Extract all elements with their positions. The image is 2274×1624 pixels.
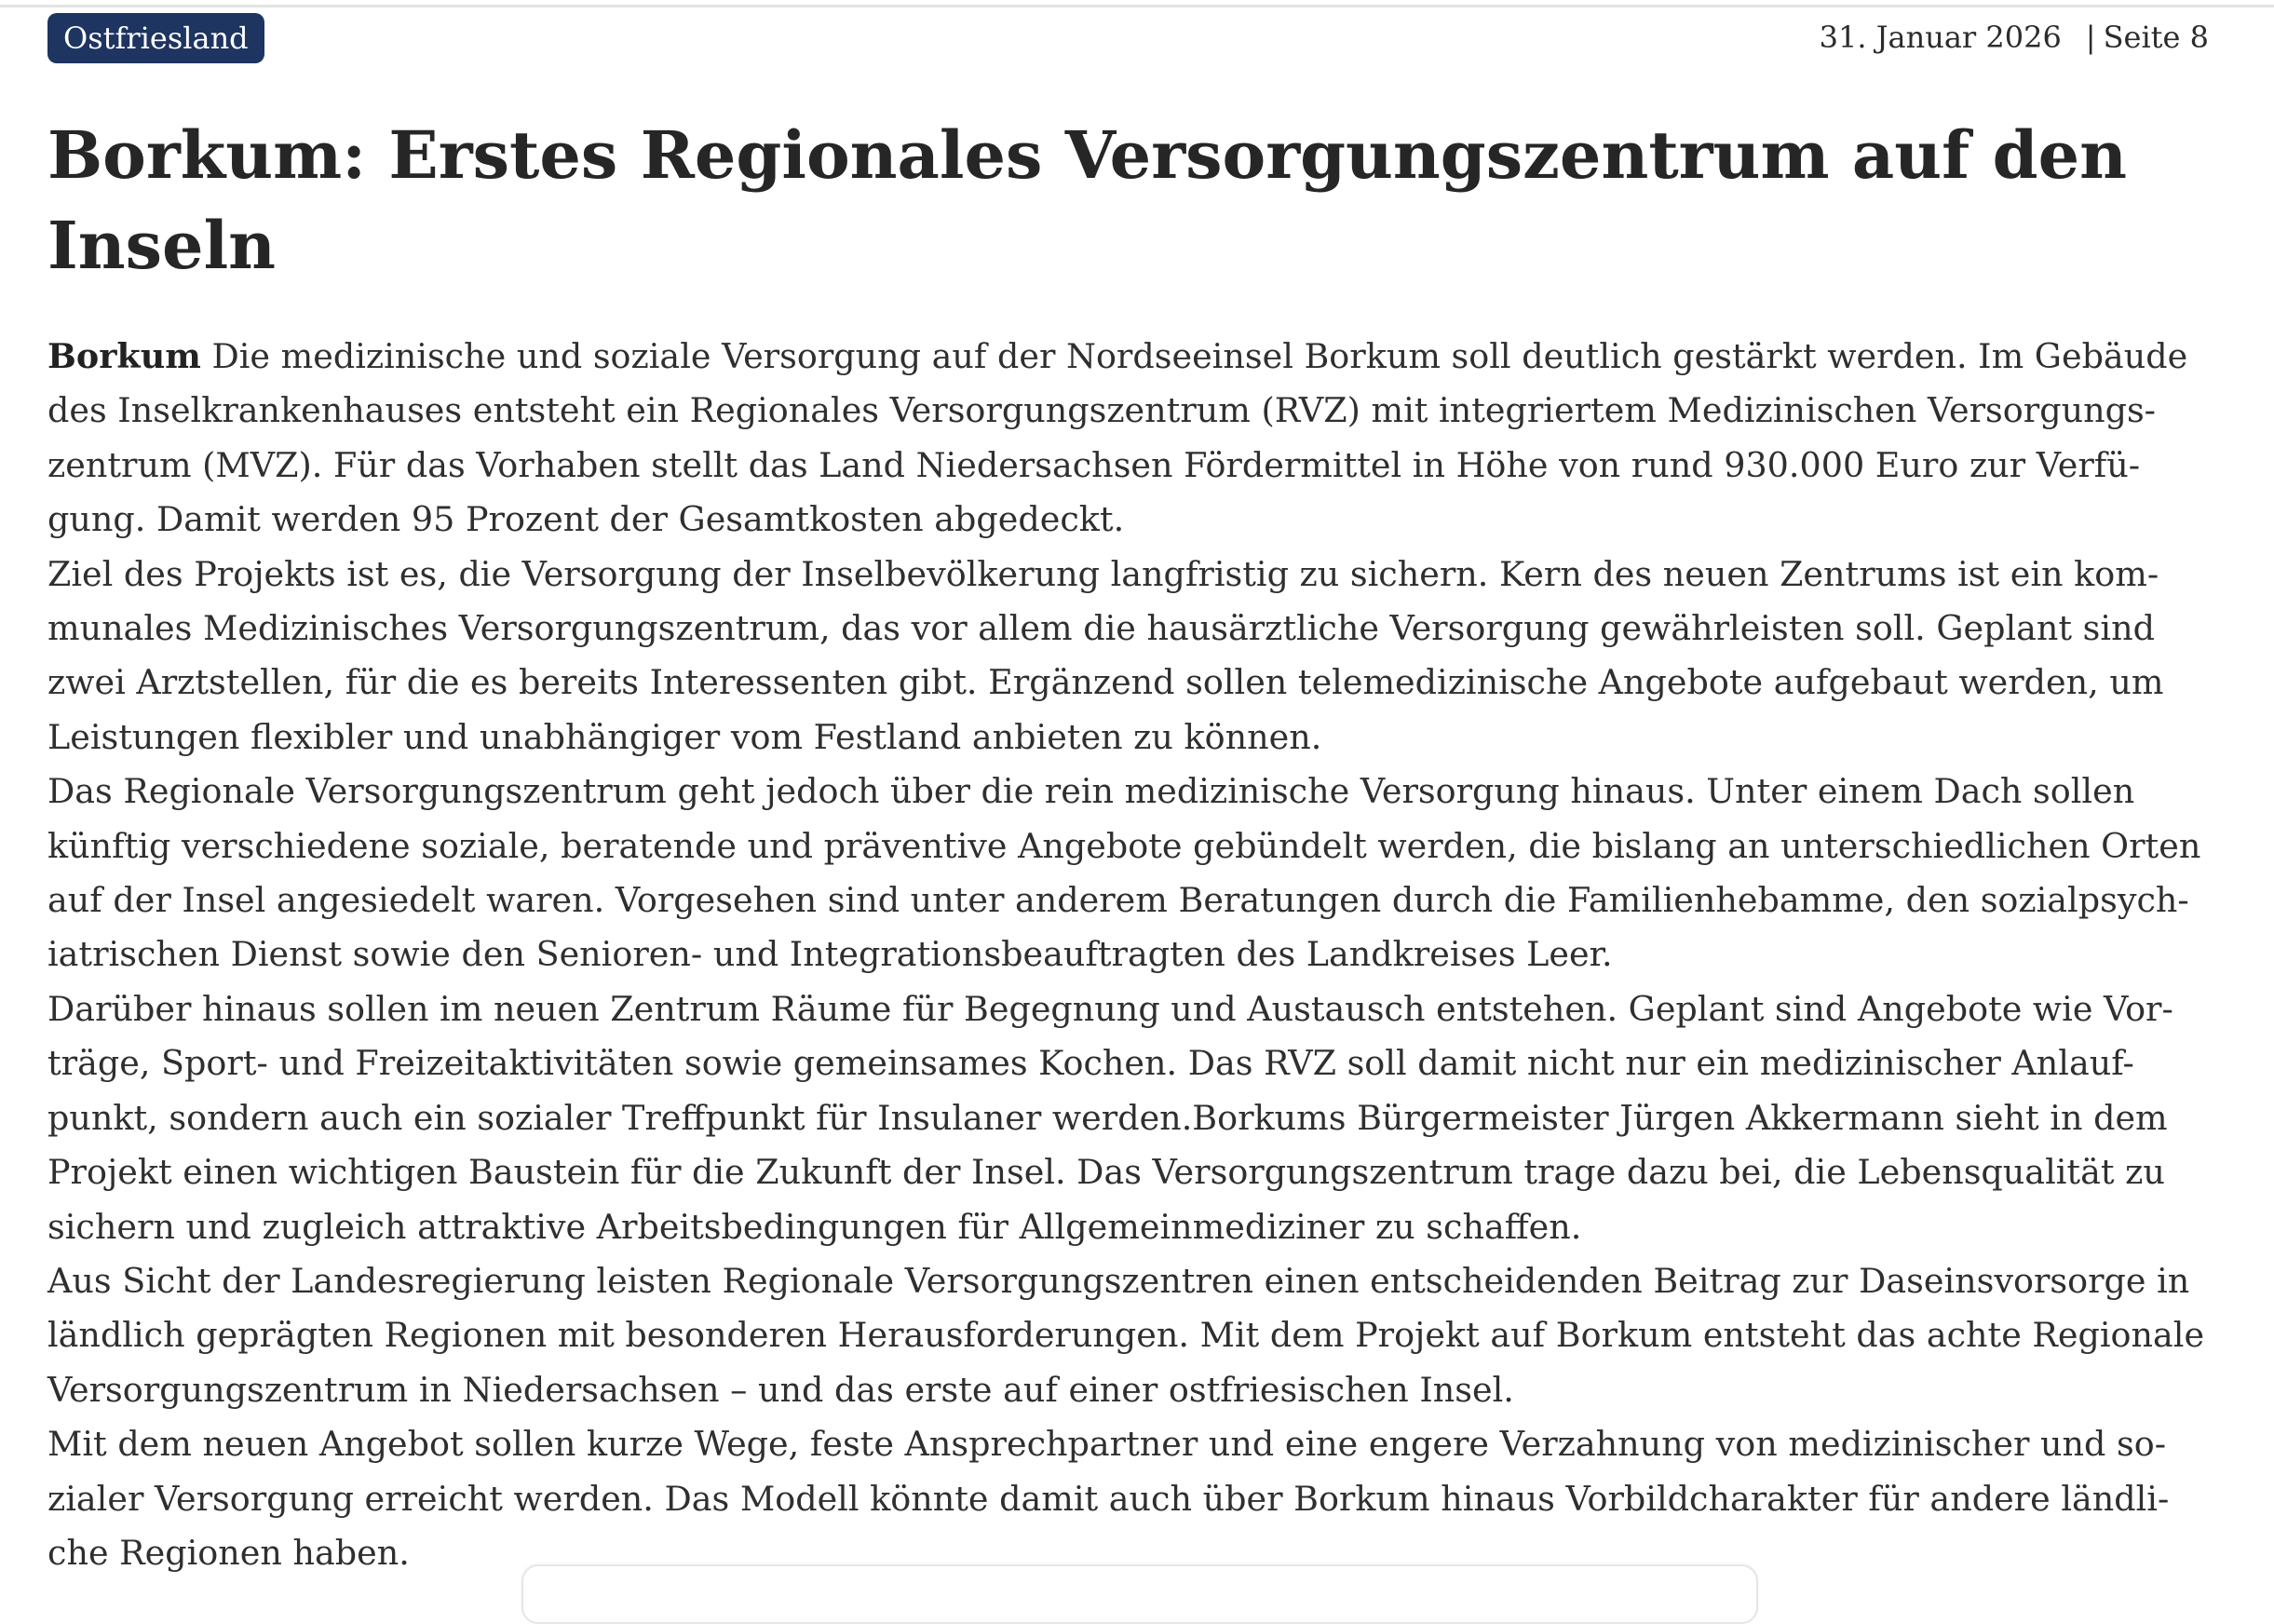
body-line: zentrum (MVZ). Für das Vorhaben stellt das Land Niedersachsen Fördermittel in Höhe von rund 930.000 Euro zur Verfü- bbox=[47, 444, 2141, 485]
body-line: Leistungen flexibler und unabhängiger vom Festland anbieten zu können. bbox=[47, 716, 1322, 757]
title-line: Borkum: Erstes Regionales Versorgungszentrum auf den bbox=[47, 116, 2127, 194]
body-line: gung. Damit werden 95 Prozent der Gesamtkosten abgedeckt. bbox=[47, 499, 1125, 540]
dateline: Borkum bbox=[47, 336, 201, 376]
body-line: Ziel des Projekts ist es, die Versorgung der Inselbevölkerung langfristig zu sichern. Kern des neuen Zentrums ist ein kom- bbox=[47, 553, 2159, 594]
body-line: träge, Sport- und Freizeitaktivitäten sowie gemeinsames Kochen. Das RVZ soll damit nicht nur ein medizinischer Anlauf- bbox=[47, 1043, 2134, 1084]
body-line: Versorgungszentrum in Niedersachsen – und das erste auf einer ostfriesischen Insel. bbox=[47, 1369, 1514, 1410]
body-line: künftig verschiedene soziale, beratende und präventive Angebote gebündelt werden, die bislang an unterschiedlichen Orten bbox=[47, 825, 2201, 866]
body-line bbox=[47, 330, 2204, 384]
body-line: Projekt einen wichtigen Baustein für die Zukunft der Insel. Das Versorgungszentrum trage dazu bei, die Lebensqualität zu bbox=[47, 1152, 2165, 1193]
body-line: ländlich geprägten Regionen mit besonderen Herausforderungen. Mit dem Projekt auf Borkum entsteht das achte Regionale bbox=[47, 1315, 2205, 1356]
body-line: des Inselkrankenhauses entsteht ein Regionales Versorgungszentrum (RVZ) mit integriertem Medizinischen Versorgungs- bbox=[47, 390, 2157, 431]
top-divider bbox=[0, 5, 2274, 7]
issue-meta bbox=[1820, 17, 2209, 58]
issue-date: 31. Januar 2026 bbox=[1819, 20, 2062, 55]
body-line: che Regionen haben. bbox=[47, 1532, 410, 1573]
article-body bbox=[47, 330, 2204, 1580]
title-line: Inseln bbox=[47, 207, 277, 284]
body-line: zwei Arztstellen, für die es bereits Interessenten gibt. Ergänzend sollen telemedizinische Angebote aufgebaut werden, um bbox=[47, 662, 2164, 703]
body-line: sichern und zugleich attraktive Arbeitsbedingungen für Allgemeinmediziner zu schaffen. bbox=[47, 1206, 1582, 1247]
body-line: munales Medizinisches Versorgungszentrum, das vor allem die hausärztliche Versorgung gewährleisten soll. Geplant sind bbox=[47, 608, 2155, 649]
body-line: punkt, sondern auch ein sozialer Treffpunkt für Insulaner werden.Borkums Bürgermeister Jürgen Akkermann sieht in dem bbox=[47, 1097, 2168, 1138]
body-line-text: Die medizinische und soziale Versorgung auf der Nordseeinsel Borkum soll deutlich gestärkt werden. Im Gebäude bbox=[200, 336, 2188, 376]
body-line: iatrischen Dienst sowie den Senioren- und Integrationsbeauftragten des Landkreises Leer. bbox=[47, 934, 1613, 975]
meta-separator: | bbox=[2085, 20, 2096, 55]
body-line: zialer Versorgung erreicht werden. Das Modell könnte damit auch über Borkum hinaus Vorbildcharakter für andere ländli- bbox=[47, 1478, 2170, 1519]
bottom-card bbox=[521, 1564, 1758, 1624]
body-line: Darüber hinaus sollen im neuen Zentrum Räume für Begegnung und Austausch entstehen. Geplant sind Angebote wie Vor- bbox=[47, 988, 2173, 1029]
body-line: Mit dem neuen Angebot sollen kurze Wege, feste Ansprechpartner und eine engere Verzahnung von medizinischer und so- bbox=[47, 1424, 2167, 1465]
page-number: Seite 8 bbox=[2103, 20, 2209, 55]
section-badge[interactable]: Ostfriesland bbox=[47, 13, 264, 63]
body-line: auf der Insel angesiedelt waren. Vorgesehen sind unter anderem Beratungen durch die Familienhebamme, den sozialpsych- bbox=[47, 880, 2189, 921]
article-title bbox=[47, 110, 2127, 291]
body-line: Aus Sicht der Landesregierung leisten Regionale Versorgungszentren einen entscheidenden Beitrag zur Daseinsvorsorge in bbox=[47, 1260, 2190, 1301]
body-line: Das Regionale Versorgungszentrum geht jedoch über die rein medizinische Versorgung hinaus. Unter einem Dach sollen bbox=[47, 771, 2135, 812]
